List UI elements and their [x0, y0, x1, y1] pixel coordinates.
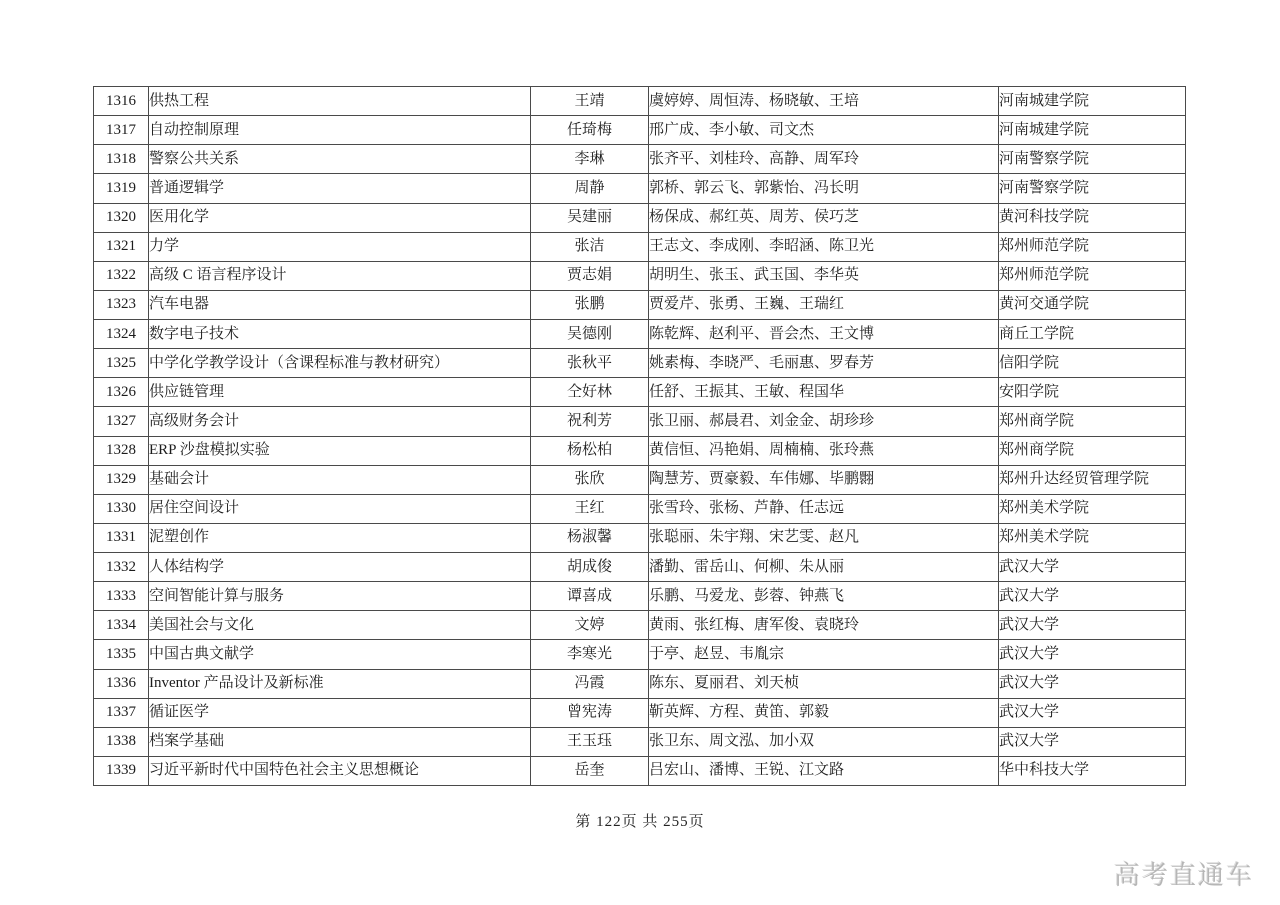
team-members-cell: 任舒、王振其、王敏、程国华 — [649, 378, 999, 407]
table-row — [94, 582, 1186, 611]
institution-cell: 郑州商学院 — [999, 436, 1186, 465]
course-name-cell: 高级 C 语言程序设计 — [149, 261, 531, 290]
table-row — [94, 378, 1186, 407]
team-members-cell: 邢广成、李小敏、司文杰 — [649, 116, 999, 145]
team-members-cell: 于亭、赵昱、韦胤宗 — [649, 640, 999, 669]
leader-name-cell: 周静 — [531, 174, 649, 203]
course-name-cell: 供应链管理 — [149, 378, 531, 407]
leader-name-cell: 祝利芳 — [531, 407, 649, 436]
table-row — [94, 611, 1186, 640]
row-number-cell: 1331 — [94, 523, 149, 552]
course-name-cell: 习近平新时代中国特色社会主义思想概论 — [149, 756, 531, 785]
team-members-cell: 胡明生、张玉、武玉国、李华英 — [649, 261, 999, 290]
institution-cell: 郑州升达经贸管理学院 — [999, 465, 1186, 494]
table-row — [94, 320, 1186, 349]
row-number-cell: 1322 — [94, 261, 149, 290]
course-name-cell: Inventor 产品设计及新标准 — [149, 669, 531, 698]
course-name-cell: 力学 — [149, 232, 531, 261]
course-name-cell: 泥塑创作 — [149, 523, 531, 552]
course-name-cell: 循证医学 — [149, 698, 531, 727]
team-members-cell: 张雪玲、张杨、芦静、任志远 — [649, 494, 999, 523]
table-row — [94, 261, 1186, 290]
course-list-table — [93, 86, 1186, 786]
row-number-cell: 1338 — [94, 727, 149, 756]
row-number-cell: 1326 — [94, 378, 149, 407]
leader-name-cell: 张洁 — [531, 232, 649, 261]
team-members-cell: 虞婷婷、周恒涛、杨晓敏、王培 — [649, 87, 999, 116]
institution-cell: 武汉大学 — [999, 669, 1186, 698]
team-members-cell: 贾爱芹、张勇、王巍、王瑞红 — [649, 290, 999, 319]
team-members-cell: 陈乾辉、赵利平、晋会杰、王文博 — [649, 320, 999, 349]
institution-cell: 武汉大学 — [999, 611, 1186, 640]
course-name-cell: 数字电子技术 — [149, 320, 531, 349]
row-number-cell: 1325 — [94, 349, 149, 378]
team-members-cell: 潘勤、雷岳山、何柳、朱从丽 — [649, 553, 999, 582]
institution-cell: 河南警察学院 — [999, 174, 1186, 203]
table-row — [94, 553, 1186, 582]
table-row — [94, 232, 1186, 261]
course-table-body — [94, 87, 1186, 786]
team-members-cell: 郭桥、郭云飞、郭紫怡、冯长明 — [649, 174, 999, 203]
table-row — [94, 727, 1186, 756]
team-members-cell: 张卫丽、郝晨君、刘金金、胡珍珍 — [649, 407, 999, 436]
row-number-cell: 1327 — [94, 407, 149, 436]
institution-cell: 武汉大学 — [999, 553, 1186, 582]
table-row — [94, 407, 1186, 436]
leader-name-cell: 胡成俊 — [531, 553, 649, 582]
row-number-cell: 1334 — [94, 611, 149, 640]
institution-cell: 郑州师范学院 — [999, 232, 1186, 261]
row-number-cell: 1336 — [94, 669, 149, 698]
team-members-cell: 陈东、夏丽君、刘天桢 — [649, 669, 999, 698]
leader-name-cell: 张秋平 — [531, 349, 649, 378]
row-number-cell: 1321 — [94, 232, 149, 261]
row-number-cell: 1333 — [94, 582, 149, 611]
row-number-cell: 1319 — [94, 174, 149, 203]
row-number-cell: 1323 — [94, 290, 149, 319]
leader-name-cell: 吴建丽 — [531, 203, 649, 232]
row-number-cell: 1317 — [94, 116, 149, 145]
course-name-cell: 警察公共关系 — [149, 145, 531, 174]
row-number-cell: 1316 — [94, 87, 149, 116]
row-number-cell: 1329 — [94, 465, 149, 494]
table-row — [94, 698, 1186, 727]
course-name-cell: 供热工程 — [149, 87, 531, 116]
row-number-cell: 1324 — [94, 320, 149, 349]
institution-cell: 黄河科技学院 — [999, 203, 1186, 232]
leader-name-cell: 贾志娟 — [531, 261, 649, 290]
institution-cell: 河南城建学院 — [999, 87, 1186, 116]
leader-name-cell: 李寒光 — [531, 640, 649, 669]
course-name-cell: 中学化学教学设计（含课程标准与教材研究） — [149, 349, 531, 378]
institution-cell: 郑州美术学院 — [999, 523, 1186, 552]
institution-cell: 商丘工学院 — [999, 320, 1186, 349]
page-number-footer: 第 122页 共 255页 — [575, 814, 705, 830]
leader-name-cell: 吴德刚 — [531, 320, 649, 349]
table-row — [94, 523, 1186, 552]
row-number-cell: 1335 — [94, 640, 149, 669]
leader-name-cell: 岳奎 — [531, 756, 649, 785]
team-members-cell: 王志文、李成刚、李昭涵、陈卫光 — [649, 232, 999, 261]
table-row — [94, 87, 1186, 116]
leader-name-cell: 王玉珏 — [531, 727, 649, 756]
institution-cell: 武汉大学 — [999, 582, 1186, 611]
course-name-cell: 空间智能计算与服务 — [149, 582, 531, 611]
team-members-cell: 乐鹏、马爱龙、彭蓉、钟燕飞 — [649, 582, 999, 611]
course-name-cell: 汽车电器 — [149, 290, 531, 319]
course-name-cell: ERP 沙盘模拟实验 — [149, 436, 531, 465]
course-name-cell: 档案学基础 — [149, 727, 531, 756]
team-members-cell: 姚素梅、李晓严、毛丽惠、罗春芳 — [649, 349, 999, 378]
table-row — [94, 290, 1186, 319]
institution-cell: 武汉大学 — [999, 698, 1186, 727]
table-row — [94, 756, 1186, 785]
course-name-cell: 中国古典文献学 — [149, 640, 531, 669]
table-row — [94, 145, 1186, 174]
leader-name-cell: 曾宪涛 — [531, 698, 649, 727]
course-name-cell: 高级财务会计 — [149, 407, 531, 436]
leader-name-cell: 杨松柏 — [531, 436, 649, 465]
institution-cell: 郑州商学院 — [999, 407, 1186, 436]
row-number-cell: 1332 — [94, 553, 149, 582]
course-name-cell: 基础会计 — [149, 465, 531, 494]
team-members-cell: 张卫东、周文泓、加小双 — [649, 727, 999, 756]
leader-name-cell: 王红 — [531, 494, 649, 523]
team-members-cell: 靳英辉、方程、黄笛、郭毅 — [649, 698, 999, 727]
institution-cell: 郑州师范学院 — [999, 261, 1186, 290]
table-row — [94, 465, 1186, 494]
team-members-cell: 黄信恒、冯艳娟、周楠楠、张玲燕 — [649, 436, 999, 465]
team-members-cell: 杨保成、郝红英、周芳、侯巧芝 — [649, 203, 999, 232]
leader-name-cell: 张欣 — [531, 465, 649, 494]
table-row — [94, 203, 1186, 232]
leader-name-cell: 李琳 — [531, 145, 649, 174]
course-name-cell: 普通逻辑学 — [149, 174, 531, 203]
leader-name-cell: 王靖 — [531, 87, 649, 116]
table-row — [94, 349, 1186, 378]
leader-name-cell: 谭喜成 — [531, 582, 649, 611]
leader-name-cell: 任琦梅 — [531, 116, 649, 145]
institution-cell: 郑州美术学院 — [999, 494, 1186, 523]
table-row — [94, 174, 1186, 203]
team-members-cell: 张聪丽、朱宇翔、宋艺雯、赵凡 — [649, 523, 999, 552]
team-members-cell: 黄雨、张红梅、唐军俊、袁晓玲 — [649, 611, 999, 640]
leader-name-cell: 仝好林 — [531, 378, 649, 407]
institution-cell: 武汉大学 — [999, 640, 1186, 669]
course-name-cell: 人体结构学 — [149, 553, 531, 582]
institution-cell: 河南警察学院 — [999, 145, 1186, 174]
institution-cell: 黄河交通学院 — [999, 290, 1186, 319]
row-number-cell: 1330 — [94, 494, 149, 523]
row-number-cell: 1320 — [94, 203, 149, 232]
course-name-cell: 居住空间设计 — [149, 494, 531, 523]
institution-cell: 河南城建学院 — [999, 116, 1186, 145]
table-row — [94, 640, 1186, 669]
institution-cell: 安阳学院 — [999, 378, 1186, 407]
row-number-cell: 1339 — [94, 756, 149, 785]
row-number-cell: 1328 — [94, 436, 149, 465]
table-row — [94, 116, 1186, 145]
table-row — [94, 669, 1186, 698]
institution-cell: 信阳学院 — [999, 349, 1186, 378]
course-name-cell: 自动控制原理 — [149, 116, 531, 145]
leader-name-cell: 冯霞 — [531, 669, 649, 698]
institution-cell: 华中科技大学 — [999, 756, 1186, 785]
leader-name-cell: 张鹏 — [531, 290, 649, 319]
institution-cell: 武汉大学 — [999, 727, 1186, 756]
leader-name-cell: 文婷 — [531, 611, 649, 640]
course-name-cell: 医用化学 — [149, 203, 531, 232]
leader-name-cell: 杨淑馨 — [531, 523, 649, 552]
watermark-text: 高考直通车 — [1113, 860, 1254, 890]
team-members-cell: 张齐平、刘桂玲、高静、周军玲 — [649, 145, 999, 174]
team-members-cell: 陶慧芳、贾豪毅、车伟娜、毕鹏翾 — [649, 465, 999, 494]
table-row — [94, 494, 1186, 523]
team-members-cell: 吕宏山、潘博、王锐、江文路 — [649, 756, 999, 785]
row-number-cell: 1337 — [94, 698, 149, 727]
table-row — [94, 436, 1186, 465]
course-name-cell: 美国社会与文化 — [149, 611, 531, 640]
row-number-cell: 1318 — [94, 145, 149, 174]
